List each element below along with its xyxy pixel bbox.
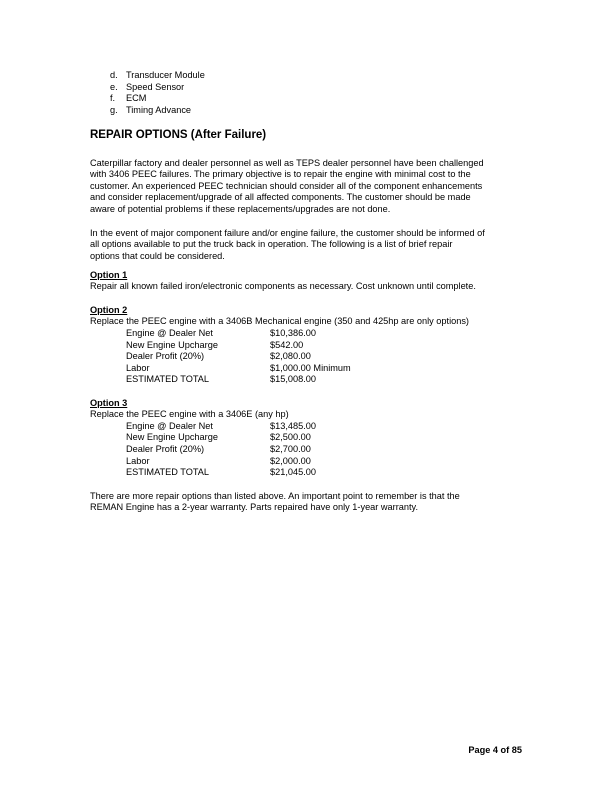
option-3-text: Replace the PEEC engine with a 3406E (any hp) [90,409,289,419]
cost-row [126,328,316,338]
event-paragraph [90,228,530,262]
paragraph-line: REMAN Engine has a 2-year warranty. Parts repaired have only 1-year warranty. [90,502,418,513]
paragraph-line: and consider replacement/upgrade of all affected components. The customer should be made [90,192,471,203]
cost-label: ESTIMATED TOTAL [126,467,210,477]
option-2-text: Replace the PEEC engine with a 3406B Mechanical engine (350 and 425hp are only options) [90,316,469,326]
cost-row [126,421,316,431]
list-item [110,70,205,80]
paragraph-line: There are more repair options than listed above. An important point to remember is that the [90,491,460,501]
list-item [110,105,191,115]
cost-value: $2,000.00 [270,456,311,466]
cost-label: Engine @ Dealer Net [126,328,213,338]
list-text: Transducer Module [126,70,205,80]
closing-paragraph [90,491,530,514]
list-text: Timing Advance [126,105,192,115]
cost-label: Engine @ Dealer Net [126,421,213,431]
cost-label: Dealer Profit (20%) [126,444,205,454]
page-number: Page 4 of 85 [468,745,522,755]
option-2-title: Option 2 [90,305,128,315]
paragraph-line: In the event of major component failure and/or engine failure, the customer should be informed of [90,228,485,238]
option-3-title: Option 3 [90,398,128,408]
cost-row [126,432,311,442]
cost-row [126,444,311,454]
cost-label: Dealer Profit (20%) [126,351,205,361]
paragraph-line: with 3406 PEEC failures. The primary objective is to repair the engine with minimal cost to the [90,169,471,180]
cost-row [126,456,311,466]
paragraph-line: aware of potential problems if these replacements/upgrades are not done. [90,203,391,214]
cost-value: $2,700.00 [270,444,311,454]
cost-value: $542.00 [270,340,304,350]
cost-label: ESTIMATED TOTAL [126,374,210,384]
paragraph-line: Caterpillar factory and dealer personnel as well as TEPS dealer personnel have been challenged [90,158,484,168]
cost-row [126,363,351,373]
cost-row [126,340,303,350]
cost-row [126,374,316,384]
paragraph-line: customer. An experienced PEEC technician should consider all of the component enhancements [90,180,483,191]
cost-label: Labor [126,456,150,466]
list-item [110,93,146,103]
cost-value: $15,008.00 [270,374,316,384]
cost-label: New Engine Upcharge [126,432,218,442]
paragraph-line: options that could be considered. [90,250,225,261]
cost-value: $10,386.00 [270,328,316,338]
list-item [110,82,184,92]
cost-value: $1,000.00 Minimum [270,363,351,373]
paragraph-line: all options available to put the truck back in operation. The following is a list of brief repair [90,239,453,250]
list-letter: d. [110,70,118,80]
section-heading: REPAIR OPTIONS (After Failure) [90,129,267,141]
list-letter: e. [110,82,118,92]
option-1-title: Option 1 [90,270,128,280]
cost-value: $13,485.00 [270,421,316,431]
option-1-text: Repair all known failed iron/electronic components as necessary. Cost unknown until complete. [90,281,476,291]
cost-row [126,467,316,477]
list-letter: f. [110,93,116,103]
intro-paragraph [90,158,530,215]
list-text: Speed Sensor [126,82,185,92]
cost-label: New Engine Upcharge [126,340,218,350]
list-letter: g. [110,105,118,115]
cost-value: $21,045.00 [270,467,316,477]
cost-label: Labor [126,363,150,373]
list-text: ECM [126,93,147,103]
cost-row [126,351,311,361]
cost-value: $2,080.00 [270,351,311,361]
cost-value: $2,500.00 [270,432,311,442]
